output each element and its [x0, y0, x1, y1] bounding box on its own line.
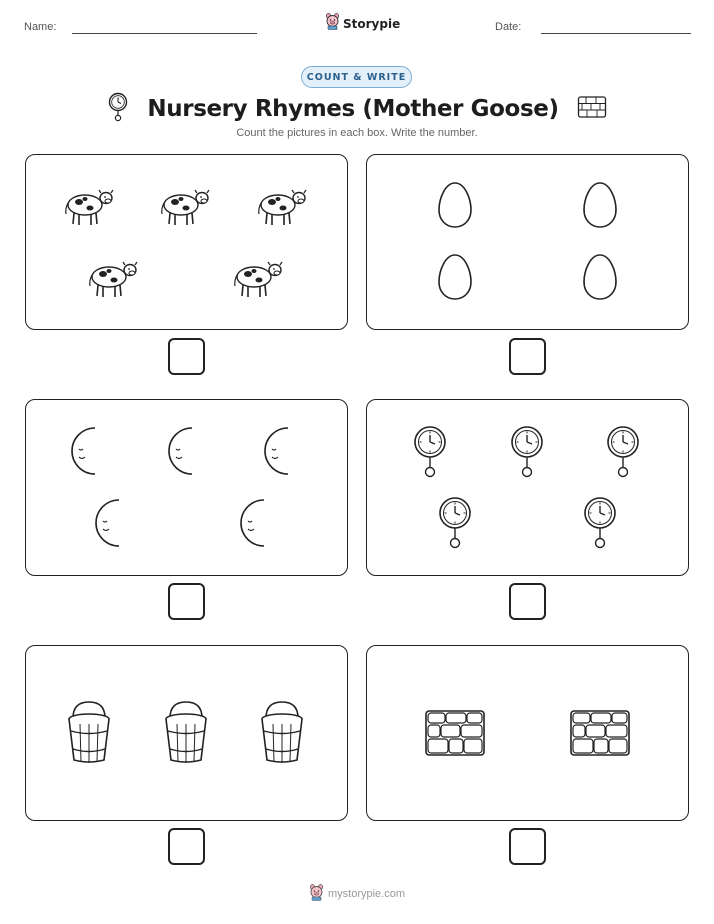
moon-icon: [65, 425, 111, 477]
bucket-icon: [163, 700, 209, 764]
pendulum-clock-icon: [107, 92, 129, 126]
pendulum-clock-icon: [605, 425, 641, 479]
worksheet-title: [100, 89, 614, 129]
cow-icon: [256, 184, 308, 228]
brand-name: Storypie: [343, 16, 401, 31]
bucket-icon: [66, 700, 112, 764]
instructions: Count the pictures in each box. Write the number.: [236, 127, 478, 139]
name-label: Name:: [24, 21, 57, 33]
pendulum-clock-icon: [582, 496, 618, 550]
cow-icon: [232, 256, 284, 300]
pendulum-clock-icon: [412, 425, 448, 479]
moon-icon: [89, 497, 135, 549]
bucket-icon: [259, 700, 305, 764]
moon-icon: [234, 497, 280, 549]
egg-icon: [582, 181, 618, 229]
answer-box-buckets[interactable]: [168, 828, 205, 865]
moon-icon: [258, 425, 304, 477]
brand-logo: [325, 13, 400, 34]
footer-url[interactable]: mystorypie.com: [327, 888, 406, 900]
moon-icon: [162, 425, 208, 477]
egg-icon: [437, 181, 473, 229]
answer-box-moons[interactable]: [168, 583, 205, 620]
count-write-badge: COUNT & WRITE: [301, 66, 412, 88]
cow-icon: [159, 184, 211, 228]
answer-box-clocks[interactable]: [509, 583, 546, 620]
title-text: Nursery Rhymes (Mother Goose): [147, 96, 559, 122]
egg-icon: [582, 253, 618, 301]
answer-box-cows[interactable]: [168, 338, 205, 375]
stone-wall-icon: [577, 95, 607, 123]
count-box-cows: [25, 154, 348, 330]
pendulum-clock-icon: [509, 425, 545, 479]
cow-icon: [87, 256, 139, 300]
pendulum-clock-icon: [437, 496, 473, 550]
stone-wall-icon: [569, 709, 631, 757]
count-box-walls: [366, 645, 689, 821]
pig-mascot-icon: [325, 13, 340, 34]
name-line[interactable]: [72, 33, 257, 34]
egg-icon: [437, 253, 473, 301]
date-label: Date:: [495, 21, 522, 33]
pig-mascot-icon: [309, 884, 324, 904]
answer-box-walls[interactable]: [509, 828, 546, 865]
answer-box-eggs[interactable]: [509, 338, 546, 375]
cow-icon: [63, 184, 115, 228]
stone-wall-icon: [424, 709, 486, 757]
date-line[interactable]: [541, 33, 691, 34]
footer: [0, 884, 714, 904]
count-box-eggs: [366, 154, 689, 330]
